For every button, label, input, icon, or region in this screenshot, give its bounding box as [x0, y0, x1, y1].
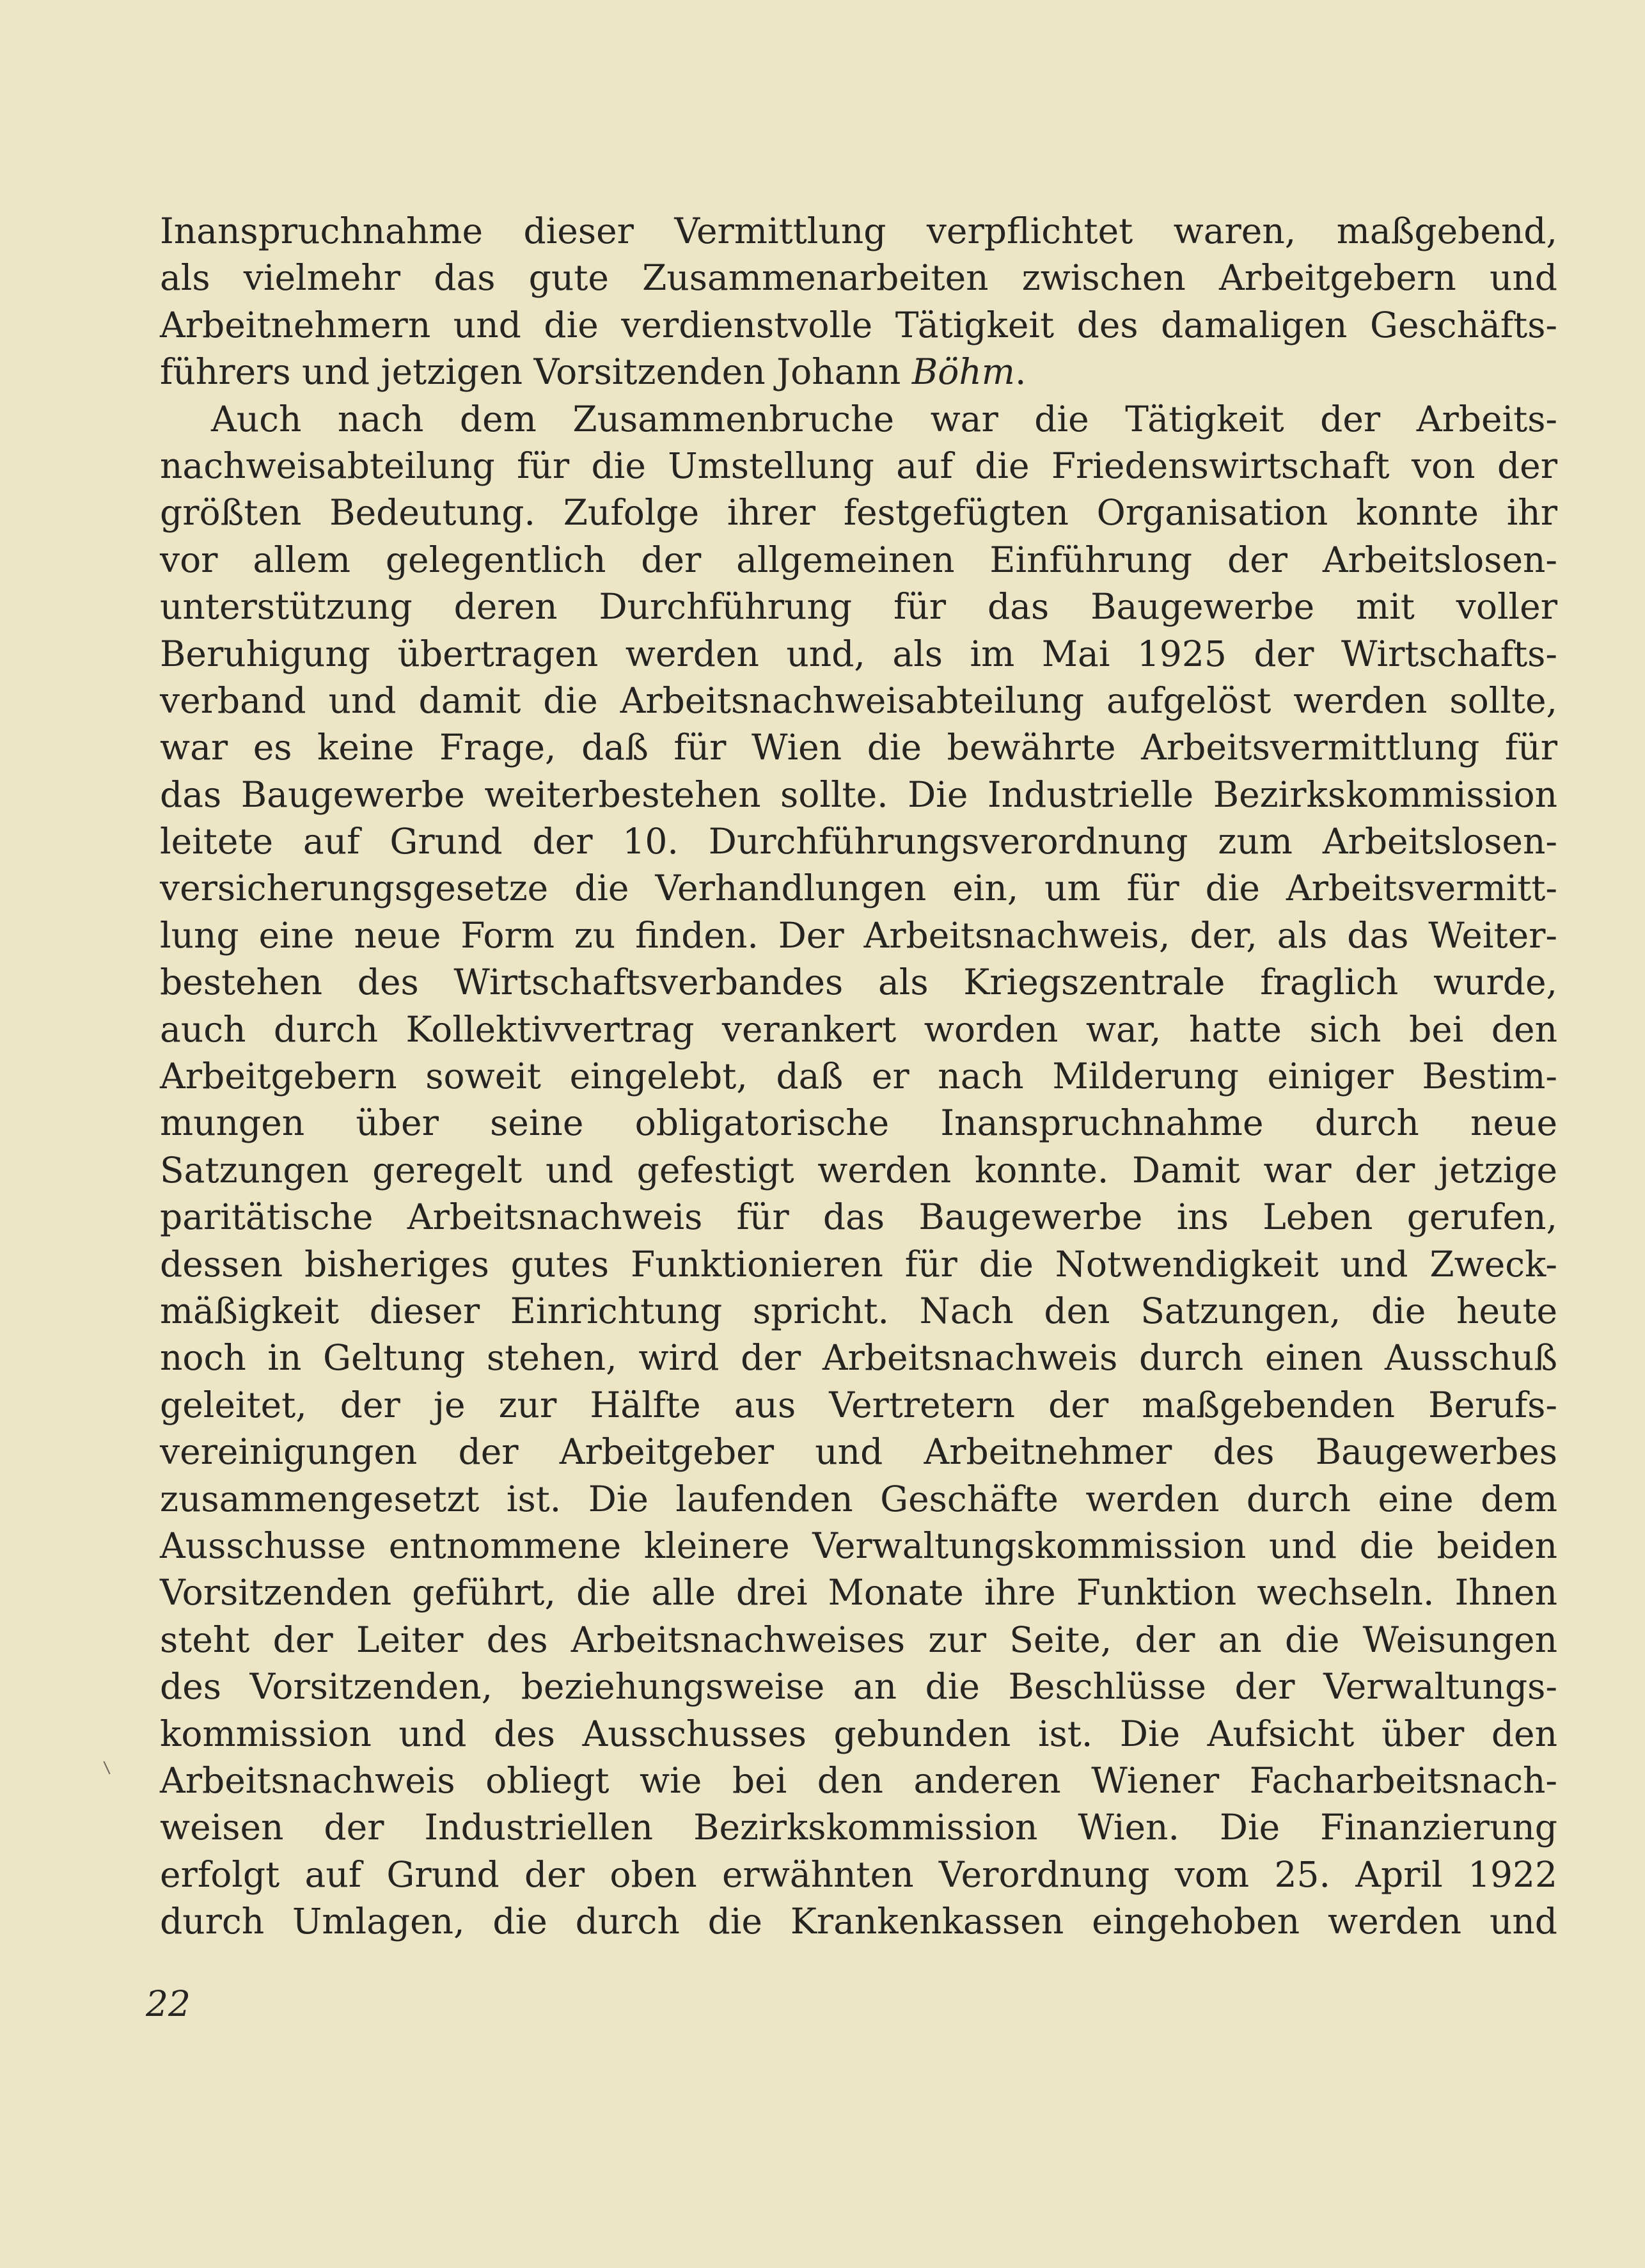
text-line: nachweisabteilung für die Umstellung auf die Friedenswirtschaft von der — [160, 445, 1557, 486]
text-line: vereinigungen der Arbeitgeber und Arbeitnehmer des Baugewerbes — [160, 1431, 1557, 1473]
paragraph-2 — [160, 396, 1557, 1946]
text-line: paritätische Arbeitsnachweis für das Baugewerbe ins Leben gerufen, — [160, 1196, 1557, 1238]
text-line: zusammengesetzt ist. Die laufenden Geschäfte werden durch eine dem — [160, 1478, 1557, 1519]
text-line: mäßigkeit dieser Einrichtung spricht. Nach den Satzungen, die heute — [160, 1290, 1557, 1331]
paragraph-1 — [160, 208, 1557, 396]
text-line: auch durch Kollektivvertrag verankert worden war, hatte sich bei den — [160, 1008, 1557, 1050]
text-line: mungen über seine obligatorische Inanspruchnahme durch neue — [160, 1102, 1557, 1144]
text-line: lung eine neue Form zu finden. Der Arbeitsnachweis, der, als das Weiter- — [160, 914, 1557, 956]
text-line — [160, 349, 1557, 395]
text-line: größten Bedeutung. Zufolge ihrer festgefügten Organisation konnte ihr — [160, 492, 1557, 534]
text-line: geleitet, der je zur Hälfte aus Vertretern der maßgebenden Berufs- — [160, 1384, 1557, 1425]
text-line: vor allem gelegentlich der allgemeinen Einführung der Arbeitslosen- — [160, 539, 1557, 580]
text-line: des Vorsitzenden, beziehungsweise an die Beschlüsse der Verwaltungs- — [160, 1666, 1557, 1708]
text-line: noch in Geltung stehen, wird der Arbeitsnachweis durch einen Ausschuß — [160, 1337, 1557, 1379]
text-line: Vorsitzenden geführt, die alle drei Monate ihre Funktion wechseln. Ihnen — [160, 1572, 1557, 1614]
text-line: das Baugewerbe weiterbestehen sollte. Die Industrielle Bezirkskommission — [160, 773, 1557, 815]
text-line: verband und damit die Arbeitsnachweisabteilung aufgelöst werden sollte, — [160, 679, 1557, 721]
text-line: Ausschusse entnommene kleinere Verwaltungskommission und die beiden — [160, 1525, 1557, 1566]
text-line: kommission und des Ausschusses gebunden ist. Die Aufsicht über den — [160, 1713, 1557, 1754]
text-line: weisen der Industriellen Bezirkskommission Wien. Die Finanzierung — [160, 1807, 1557, 1848]
text-line: Beruhigung übertragen werden und, als im Mai 1925 der Wirtschafts- — [160, 633, 1557, 674]
text-line: Arbeitgebern soweit eingelebt, daß er nach Milderung einiger Bestim- — [160, 1056, 1557, 1097]
text-line: versicherungsgesetze die Verhandlungen ein, um für die Arbeitsvermitt- — [160, 868, 1557, 909]
text-line: unterstützung deren Durchführung für das Baugewerbe mit voller — [160, 586, 1557, 628]
text-line: Arbeitnehmern und die verdienstvolle Tätigkeit des damaligen Geschäfts- — [160, 304, 1557, 345]
text-line: war es keine Frage, daß für Wien die bewährte Arbeitsvermittlung für — [160, 727, 1557, 768]
text-fragment: . — [1014, 351, 1027, 393]
body-text — [160, 208, 1557, 1945]
text-fragment: führers und jetzigen Vorsitzenden Johann — [160, 351, 912, 393]
text-line: durch Umlagen, die durch die Krankenkassen eingehoben werden und — [160, 1901, 1557, 1942]
text-line: leitete auf Grund der 10. Durchführungsverordnung zum Arbeitslosen- — [160, 821, 1557, 862]
text-line: erfolgt auf Grund der oben erwähnten Verordnung vom 25. April 1922 — [160, 1853, 1557, 1895]
text-line: Satzungen geregelt und gefestigt werden konnte. Damit war der jetzige — [160, 1149, 1557, 1191]
page-number: 22 — [146, 1983, 191, 2024]
text-line: Arbeitsnachweis obliegt wie bei den anderen Wiener Facharbeitsnach- — [160, 1759, 1557, 1801]
scan-speck — [103, 1761, 110, 1775]
text-line: als vielmehr das gute Zusammenarbeiten zwischen Arbeitgebern und — [160, 257, 1557, 299]
text-line: Auch nach dem Zusammenbruche war die Tätigkeit der Arbeits- — [211, 398, 1557, 440]
text-line: Inanspruchnahme dieser Vermittlung verpflichtet waren, maßgebend, — [160, 210, 1557, 251]
text-line: steht der Leiter des Arbeitsnachweises zur Seite, der an die Weisungen — [160, 1619, 1557, 1660]
text-line: dessen bisheriges gutes Funktionieren für die Notwendigkeit und Zweck- — [160, 1243, 1557, 1285]
author-name: Böhm — [911, 351, 1015, 393]
text-line: bestehen des Wirtschaftsverbandes als Kriegszentrale fraglich wurde, — [160, 962, 1557, 1003]
